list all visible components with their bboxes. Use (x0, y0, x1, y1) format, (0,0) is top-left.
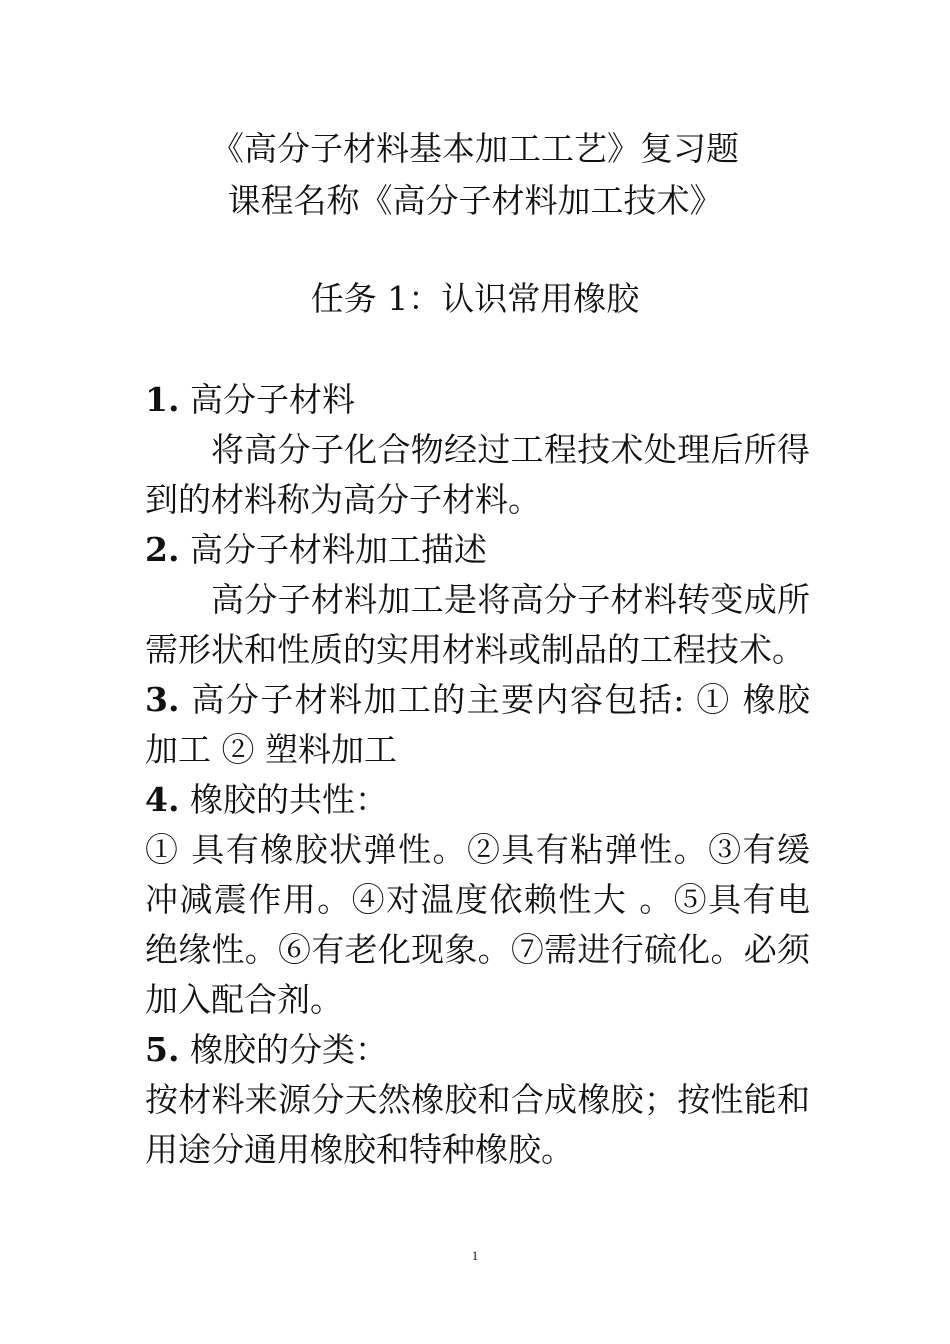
item-body: 将高分子化合物经过工程技术处理后所得到的材料称为高分子材料。 (145, 430, 810, 519)
item-number: 2. (145, 530, 180, 569)
page-number: 1 (471, 1248, 479, 1263)
item-body: ① 具有橡胶状弹性。②具有粘弹性。③有缓冲减震作用。④对温度依赖性大 。⑤具有电绝缘性。⑥有老化现象。⑦需进行硫化。必须加入配合剂。 (145, 830, 810, 1019)
document-body (145, 375, 810, 1175)
item-number: 3. (145, 680, 180, 719)
document-title: 《高分子材料基本加工工艺》复习题 (211, 129, 739, 168)
task-heading: 任务 1：认识常用橡胶 (310, 279, 640, 318)
item-number: 1. (145, 380, 180, 419)
item-body: 按材料来源分天然橡胶和合成橡胶；按性能和用途分通用橡胶和特种橡胶。 (145, 1080, 810, 1169)
item-body: 高分子材料加工是将高分子材料转变成所需形状和性质的实用材料或制品的工程技术。 (145, 580, 810, 669)
item-heading (145, 775, 810, 825)
item-heading-text: 高分子材料 (179, 380, 355, 419)
item-number: 4. (145, 780, 180, 819)
item-heading (145, 375, 810, 425)
item-heading (145, 1025, 810, 1075)
item-heading-text: 橡胶的分类： (179, 1030, 388, 1069)
course-name: 课程名称《高分子材料加工技术》 (227, 181, 723, 220)
item-number: 5. (145, 1030, 180, 1069)
item-heading (145, 675, 810, 775)
item-heading-text: 高分子材料加工的主要内容包括: ① 橡胶加工 ② 塑料加工 (145, 680, 810, 769)
item-heading-text: 高分子材料加工描述 (179, 530, 487, 569)
item-heading (145, 525, 810, 575)
item-heading-text: 橡胶的共性： (179, 780, 388, 819)
